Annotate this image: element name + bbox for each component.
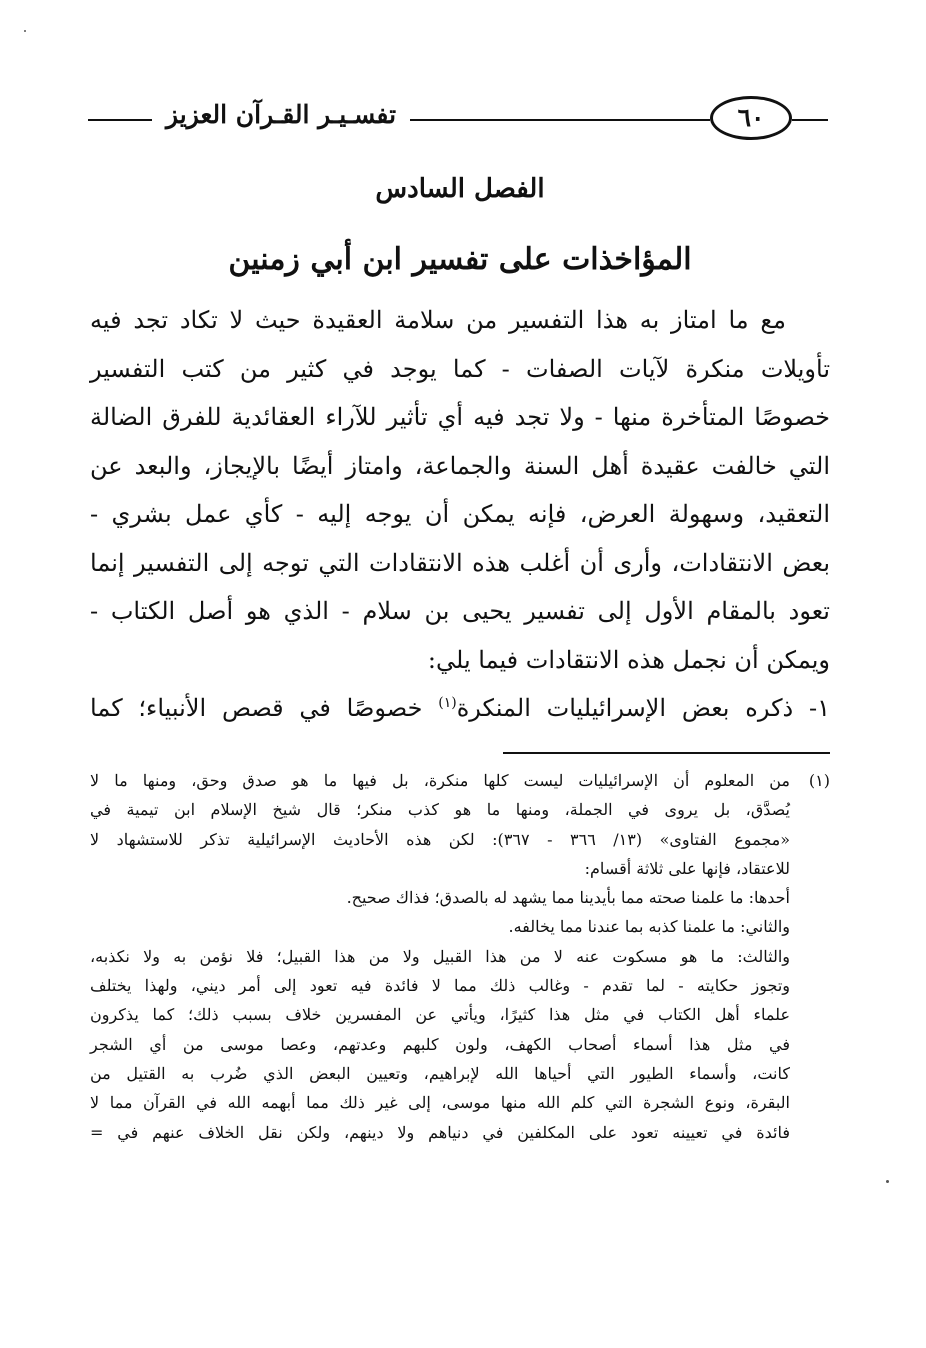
header-rule-left <box>88 119 152 121</box>
page-header <box>88 86 828 146</box>
numbered-item <box>90 684 830 733</box>
body-text <box>90 296 830 733</box>
footnote-line: والثاني: ما علمنا كذبه بما عندنا مما يخالفه. <box>508 917 790 937</box>
footnote-line: البقرة، ونوع الشجرة التي كلم الله منها موسى، إلى غير ذلك مما أبهمه الله في القرآن مما لا <box>90 1093 790 1113</box>
section-title: المؤاخذات على تفسير ابن أبي زمنين <box>228 242 692 277</box>
footnotes <box>90 766 830 1147</box>
footnote-line: كانت، وأسماء الطيور التي أحياها الله لإبراهيم، وتعيين البعض الذي ضُرب به القتيل من <box>90 1063 790 1083</box>
body-line: التي خالفت عقيدة أهل السنة والجماعة، وامتاز أيضًا بالإيجاز، والبعد عن <box>90 451 830 480</box>
footnote-line: «مجموع الفتاوى» (١٣/ ٣٦٦ - ٣٦٧): لكن هذه الأحاديث الإسرائيلية تذكر للاستشهاد لا <box>90 829 790 849</box>
footnote-reference[interactable]: (١) <box>438 695 457 711</box>
footnote-line: للاعتقاد، فإنها على ثلاثة أقسام: <box>584 858 790 878</box>
body-line: تعود بالمقام الأول إلى تفسير يحيى بن سلام - الذي هو أصل الكتاب - <box>90 597 830 625</box>
chapter-title: الفصل السادس <box>375 174 545 204</box>
footnote-line: من المعلوم أن الإسرائيليات ليست كلها منكرة، بل فيها ما هو صدق وحق، ومنها ما لا <box>90 771 790 790</box>
body-line: تأويلات منكرة لآيات الصفات - كما يوجد في كثير من كتب التفسير <box>90 354 830 383</box>
footnote-line: فائدة في تعيينه تعود على المكلفين في دنياهم ولا دينهم، ولكن نقل الخلاف عنهم في = <box>90 1122 790 1142</box>
scan-speck <box>24 30 26 32</box>
header-rule-middle <box>410 119 710 121</box>
body-line: ويمكن أن نجمل هذه الانتقادات فيما يلي: <box>427 645 830 674</box>
page-number: ٦٠ <box>710 96 792 140</box>
body-line: خصوصًا المتأخرة منها - ولا تجد فيه أي تأثير للآراء العقائدية للفرق الضالة <box>90 403 830 431</box>
header-rule-right <box>792 119 828 121</box>
numbered-item-text-cont: خصوصًا في قصص الأنبياء؛ كما <box>90 694 439 722</box>
footnote-line: في مثل هذا أسماء أصحاب الكهف، ولون كلبهم وعدتهم، وعصا موسى من أي الشجر <box>90 1034 790 1054</box>
footnote-line: يُصدَّق، بل يروى في الجملة، ومنها ما هو كذب منكر؛ قال شيخ الإسلام ابن تيمية في <box>90 800 790 820</box>
footnote-number: (١) <box>808 771 830 790</box>
footnote-line: وتجوز حكايته - لما تقدم - وغالب ذلك مما لا فائدة فيه تعود إلى أمر ديني، ولهذا يختلف <box>90 976 790 996</box>
scan-speck <box>886 1180 889 1183</box>
footnote-line: أحدها: ما علمنا صحته مما بأيدينا مما يشهد له بالصدق؛ فذاك صحيح. <box>346 888 790 908</box>
body-line: مع ما امتاز به هذا التفسير من سلامة العقيدة حيث لا تكاد تجد فيه <box>90 306 786 334</box>
running-title: تفسـيـر القـرآن العزيز <box>165 100 397 129</box>
numbered-item-text: ١- ذكره بعض الإسرائيليات المنكرة <box>456 694 830 722</box>
body-line: التعقيد، وسهولة العرض، فإنه يمكن أن يوجه إليه - كأي عمل بشري - <box>90 500 830 528</box>
footnote-line: علماء أهل الكتاب في مثل هذا كثيرًا، ويأتي عن المفسرين خلاف بسبب ذلك؛ كما يذكرون <box>90 1005 790 1025</box>
body-line: بعض الانتقادات، وأرى أن أغلب هذه الانتقادات التي توجه إلى التفسير إنما <box>90 548 831 577</box>
footnote-line: والثالث: ما هو مسكوت عنه لا من هذا القبيل ولا من هذا القبيل؛ فلا نؤمن به ولا نكذبه، <box>90 946 790 966</box>
footnote-separator <box>503 752 830 754</box>
